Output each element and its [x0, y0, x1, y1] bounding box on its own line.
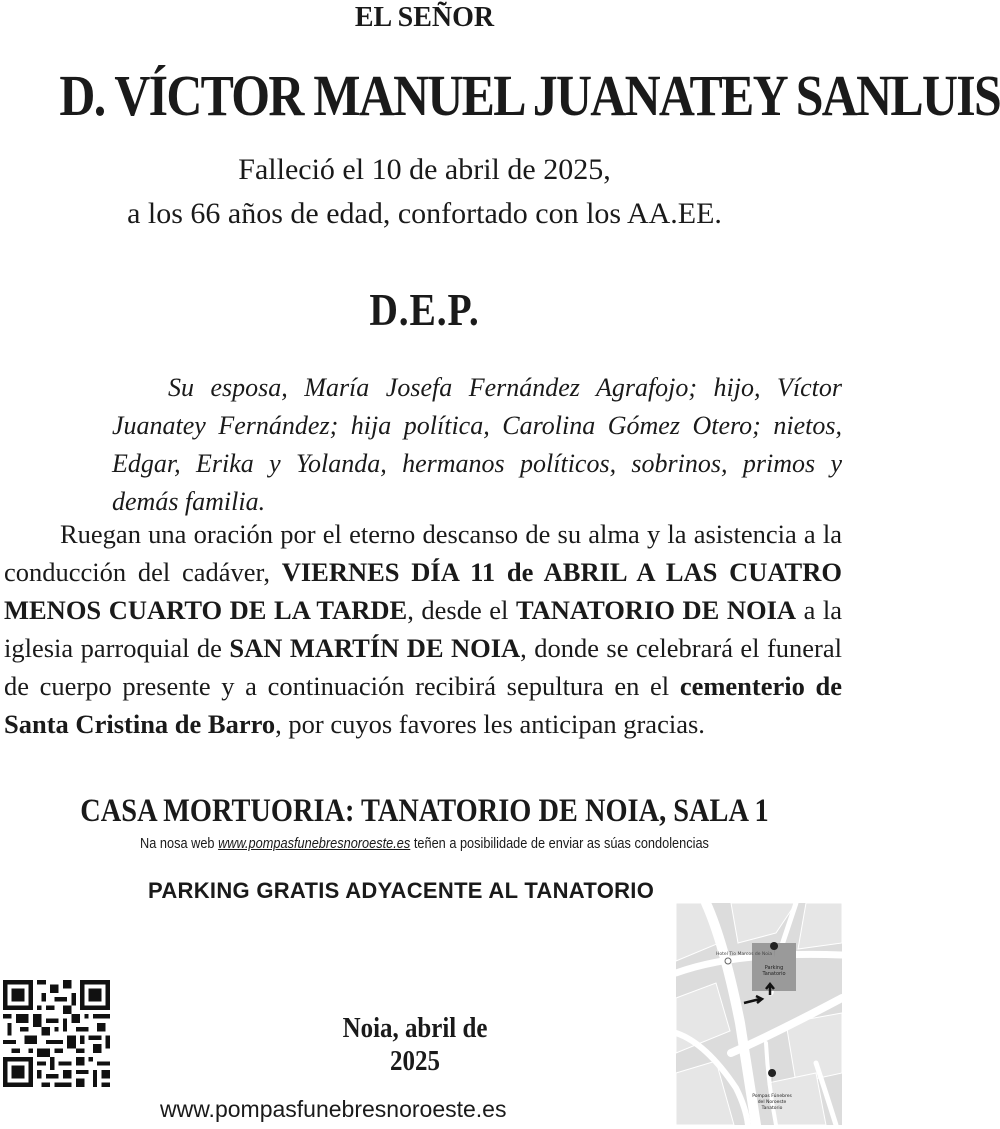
announcement-text-1: Ruegan una oración por el eterno descanso de su alma y la asistencia a la conducción del cadáver,	[4, 519, 842, 587]
announcement-text-4: , donde se celebrará el funeral de cuerpo presente y a continuación recibirá sepultura en el	[4, 633, 842, 701]
death-info	[0, 148, 849, 236]
web-note	[51, 836, 798, 852]
map-label-tanatorio: Tanatorio	[762, 971, 786, 977]
funeral-date-time: VIERNES DÍA 11 de ABRIL A LAS CUATRO MENOS CUARTO DE LA TARDE	[4, 557, 842, 625]
map-label-company-3: Tanatorio	[761, 1106, 783, 1111]
cemetery-name: cementerio de Santa Cristina de Barro	[4, 671, 843, 739]
map-label-company-2: del Noroeste	[757, 1100, 787, 1105]
map-label-company-1: Pompas Fúnebres	[752, 1094, 792, 1099]
announcement-text-2: , desde el	[407, 595, 516, 625]
map-label-hotel: Hotel Tío Marcos de Noia	[715, 952, 773, 957]
family-paragraph: Su esposa, María Josefa Fernández Agrafojo; hijo, Víctor Juanatey Fernández; hija política, Carolina Gómez Otero; nietos, Edgar, Erika y Yolanda, hermanos políticos, sobrinos, primos y demás familia.	[112, 373, 842, 516]
parking-notice: PARKING GRATIS ADYACENTE AL TANATORIO	[148, 878, 655, 903]
deceased-name: D. VÍCTOR MANUEL JUANATEY SANLUIS	[59, 63, 1000, 128]
dep-abbreviation: D.E.P.	[369, 284, 480, 335]
church-name: SAN MARTÍN DE NOIA	[229, 633, 521, 663]
website-url[interactable]: www.pompasfunebresnoroeste.es	[160, 1096, 507, 1122]
hotel-marker-icon	[725, 958, 731, 964]
place-date: Noia, abril de 2025	[342, 1012, 488, 1077]
announcement-text-5: , por cuyos favores les anticipan gracias.	[275, 709, 705, 739]
announcement-text-3: a la iglesia parroquial de	[4, 595, 843, 663]
qr-code[interactable]	[3, 980, 110, 1087]
web-note-link[interactable]: www.pompasfunebresnoroeste.es	[218, 836, 411, 852]
death-line-2: a los 66 años de edad, confortado con los AA.EE.	[127, 197, 722, 230]
web-note-after: teñen a posibilidade de enviar as súas condolencias	[410, 836, 709, 852]
map-label-parking: Parking	[764, 965, 784, 971]
casa-mortuoria: CASA MORTUORIA: TANATORIO DE NOIA, SALA 1	[80, 793, 769, 829]
announcement-paragraph	[4, 515, 842, 743]
tanatorio-name: TANATORIO DE NOIA	[515, 595, 797, 625]
web-note-before: Na nosa web	[140, 836, 219, 852]
death-line-1: Falleció el 10 de abril de 2025,	[238, 153, 611, 186]
location-map[interactable]	[676, 903, 842, 1125]
header-title: EL SEÑOR	[354, 2, 495, 33]
